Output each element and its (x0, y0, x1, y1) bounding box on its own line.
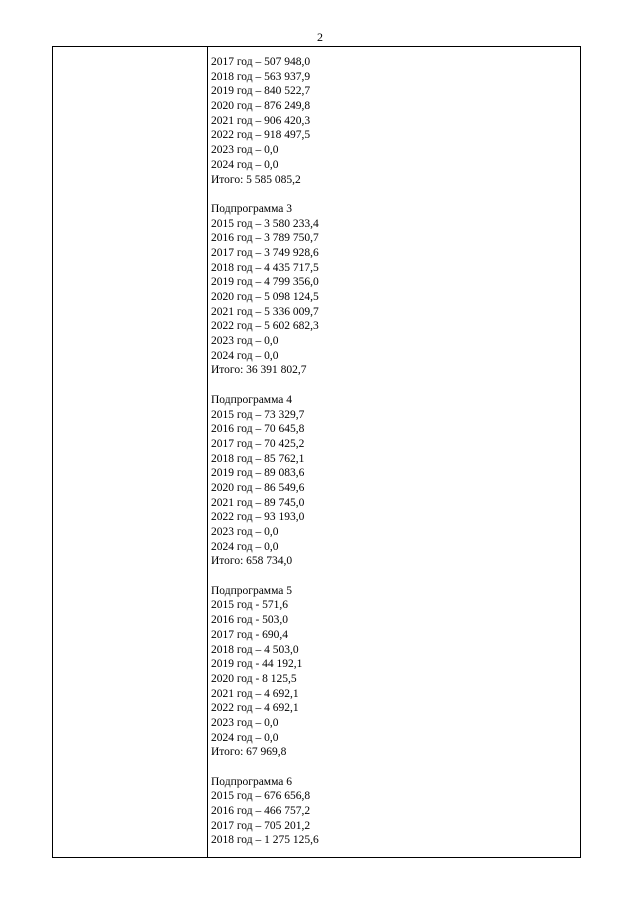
text-line: 2020 год – 5 098 124,5 (211, 291, 319, 303)
table-cell-left (53, 47, 207, 857)
text-line: 2024 год – 0,0 (211, 349, 279, 362)
subprogram-block (211, 775, 571, 848)
text-line: 2017 год – 705 201,2 (211, 819, 311, 832)
text-line: 2015 год – 73 329,7 (211, 408, 305, 421)
text-line: Подпрограмма 6 (211, 775, 293, 788)
text-line: 2019 год – 4 799 356,0 (211, 276, 319, 289)
text-line: 2015 год – 676 656,8 (211, 790, 311, 803)
block-spacer (211, 187, 571, 202)
text-line: 2016 год – 466 757,2 (211, 805, 311, 818)
text-line: Итого: 658 734,0 (211, 555, 293, 568)
text-line: 2015 год – 3 580 233,4 (211, 217, 319, 230)
block-spacer (211, 569, 571, 584)
column-divider (207, 47, 208, 857)
text-line: 2018 год – 85 762,1 (211, 452, 305, 465)
block-spacer (211, 760, 571, 775)
text-line: 2023 год – 0,0 (211, 335, 279, 348)
funding-table (52, 46, 581, 858)
text-line: 2019 год – 89 083,6 (211, 467, 305, 480)
subprogram-block (211, 393, 571, 569)
text-line: Итого: 5 585 085,2 (211, 173, 301, 186)
text-line: 2017 год – 3 749 928,6 (211, 246, 319, 259)
subprogram-block (211, 55, 571, 187)
text-line: 2020 год – 876 249,8 (211, 100, 311, 113)
block-spacer (211, 378, 571, 393)
text-line: 2016 год – 70 645,8 (211, 423, 305, 436)
text-line: 2017 год – 70 425,2 (211, 437, 305, 450)
subprogram-block (211, 584, 571, 760)
text-line: 2024 год – 0,0 (211, 158, 279, 171)
text-line: Итого: 36 391 802,7 (211, 364, 307, 377)
text-line: 2022 год – 5 602 682,3 (211, 320, 319, 333)
text-line: 2015 год - 571,6 (211, 599, 289, 612)
text-line: 2018 год – 563 937,9 (211, 70, 311, 83)
text-line: 2019 год - 44 192,1 (211, 658, 303, 671)
text-line: 2023 год – 0,0 (211, 526, 279, 538)
text-line: 2024 год – 0,0 (211, 540, 279, 553)
text-line: 2020 год - 8 125,5 (211, 672, 297, 685)
text-line: 2021 год – 906 420,3 (211, 114, 311, 127)
subprogram-block (211, 202, 571, 378)
page-number: 2 (317, 30, 323, 44)
text-line: Подпрограмма 4 (211, 393, 293, 406)
text-line: Подпрограмма 3 (211, 202, 293, 215)
text-line: 2021 год – 89 745,0 (211, 496, 305, 509)
text-line: 2024 год – 0,0 (211, 731, 279, 744)
text-line: 2022 год – 918 497,5 (211, 129, 311, 142)
text-line: 2023 год – 0,0 (211, 716, 279, 729)
text-line: 2019 год – 840 522,7 (211, 85, 311, 98)
text-line: 2017 год - 690,4 (211, 628, 289, 641)
text-line: Подпрограмма 5 (211, 584, 293, 597)
text-line: 2022 год – 93 193,0 (211, 511, 305, 524)
text-line: 2021 год – 4 692,1 (211, 687, 299, 700)
text-line: 2016 год – 3 789 750,7 (211, 232, 319, 245)
text-line: 2018 год – 4 435 717,5 (211, 261, 319, 274)
text-line: Итого: 67 969,8 (211, 746, 287, 759)
text-line: 2023 год – 0,0 (211, 144, 279, 157)
text-line: 2021 год – 5 336 009,7 (211, 305, 319, 318)
text-line: 2018 год – 4 503,0 (211, 643, 299, 656)
text-line: 2016 год - 503,0 (211, 614, 289, 627)
text-line: 2017 год – 507 948,0 (211, 56, 311, 68)
text-line: 2022 год – 4 692,1 (211, 702, 299, 715)
table-cell-right (211, 55, 571, 848)
text-line: 2018 год – 1 275 125,6 (211, 834, 319, 847)
text-line: 2020 год – 86 549,6 (211, 481, 305, 494)
